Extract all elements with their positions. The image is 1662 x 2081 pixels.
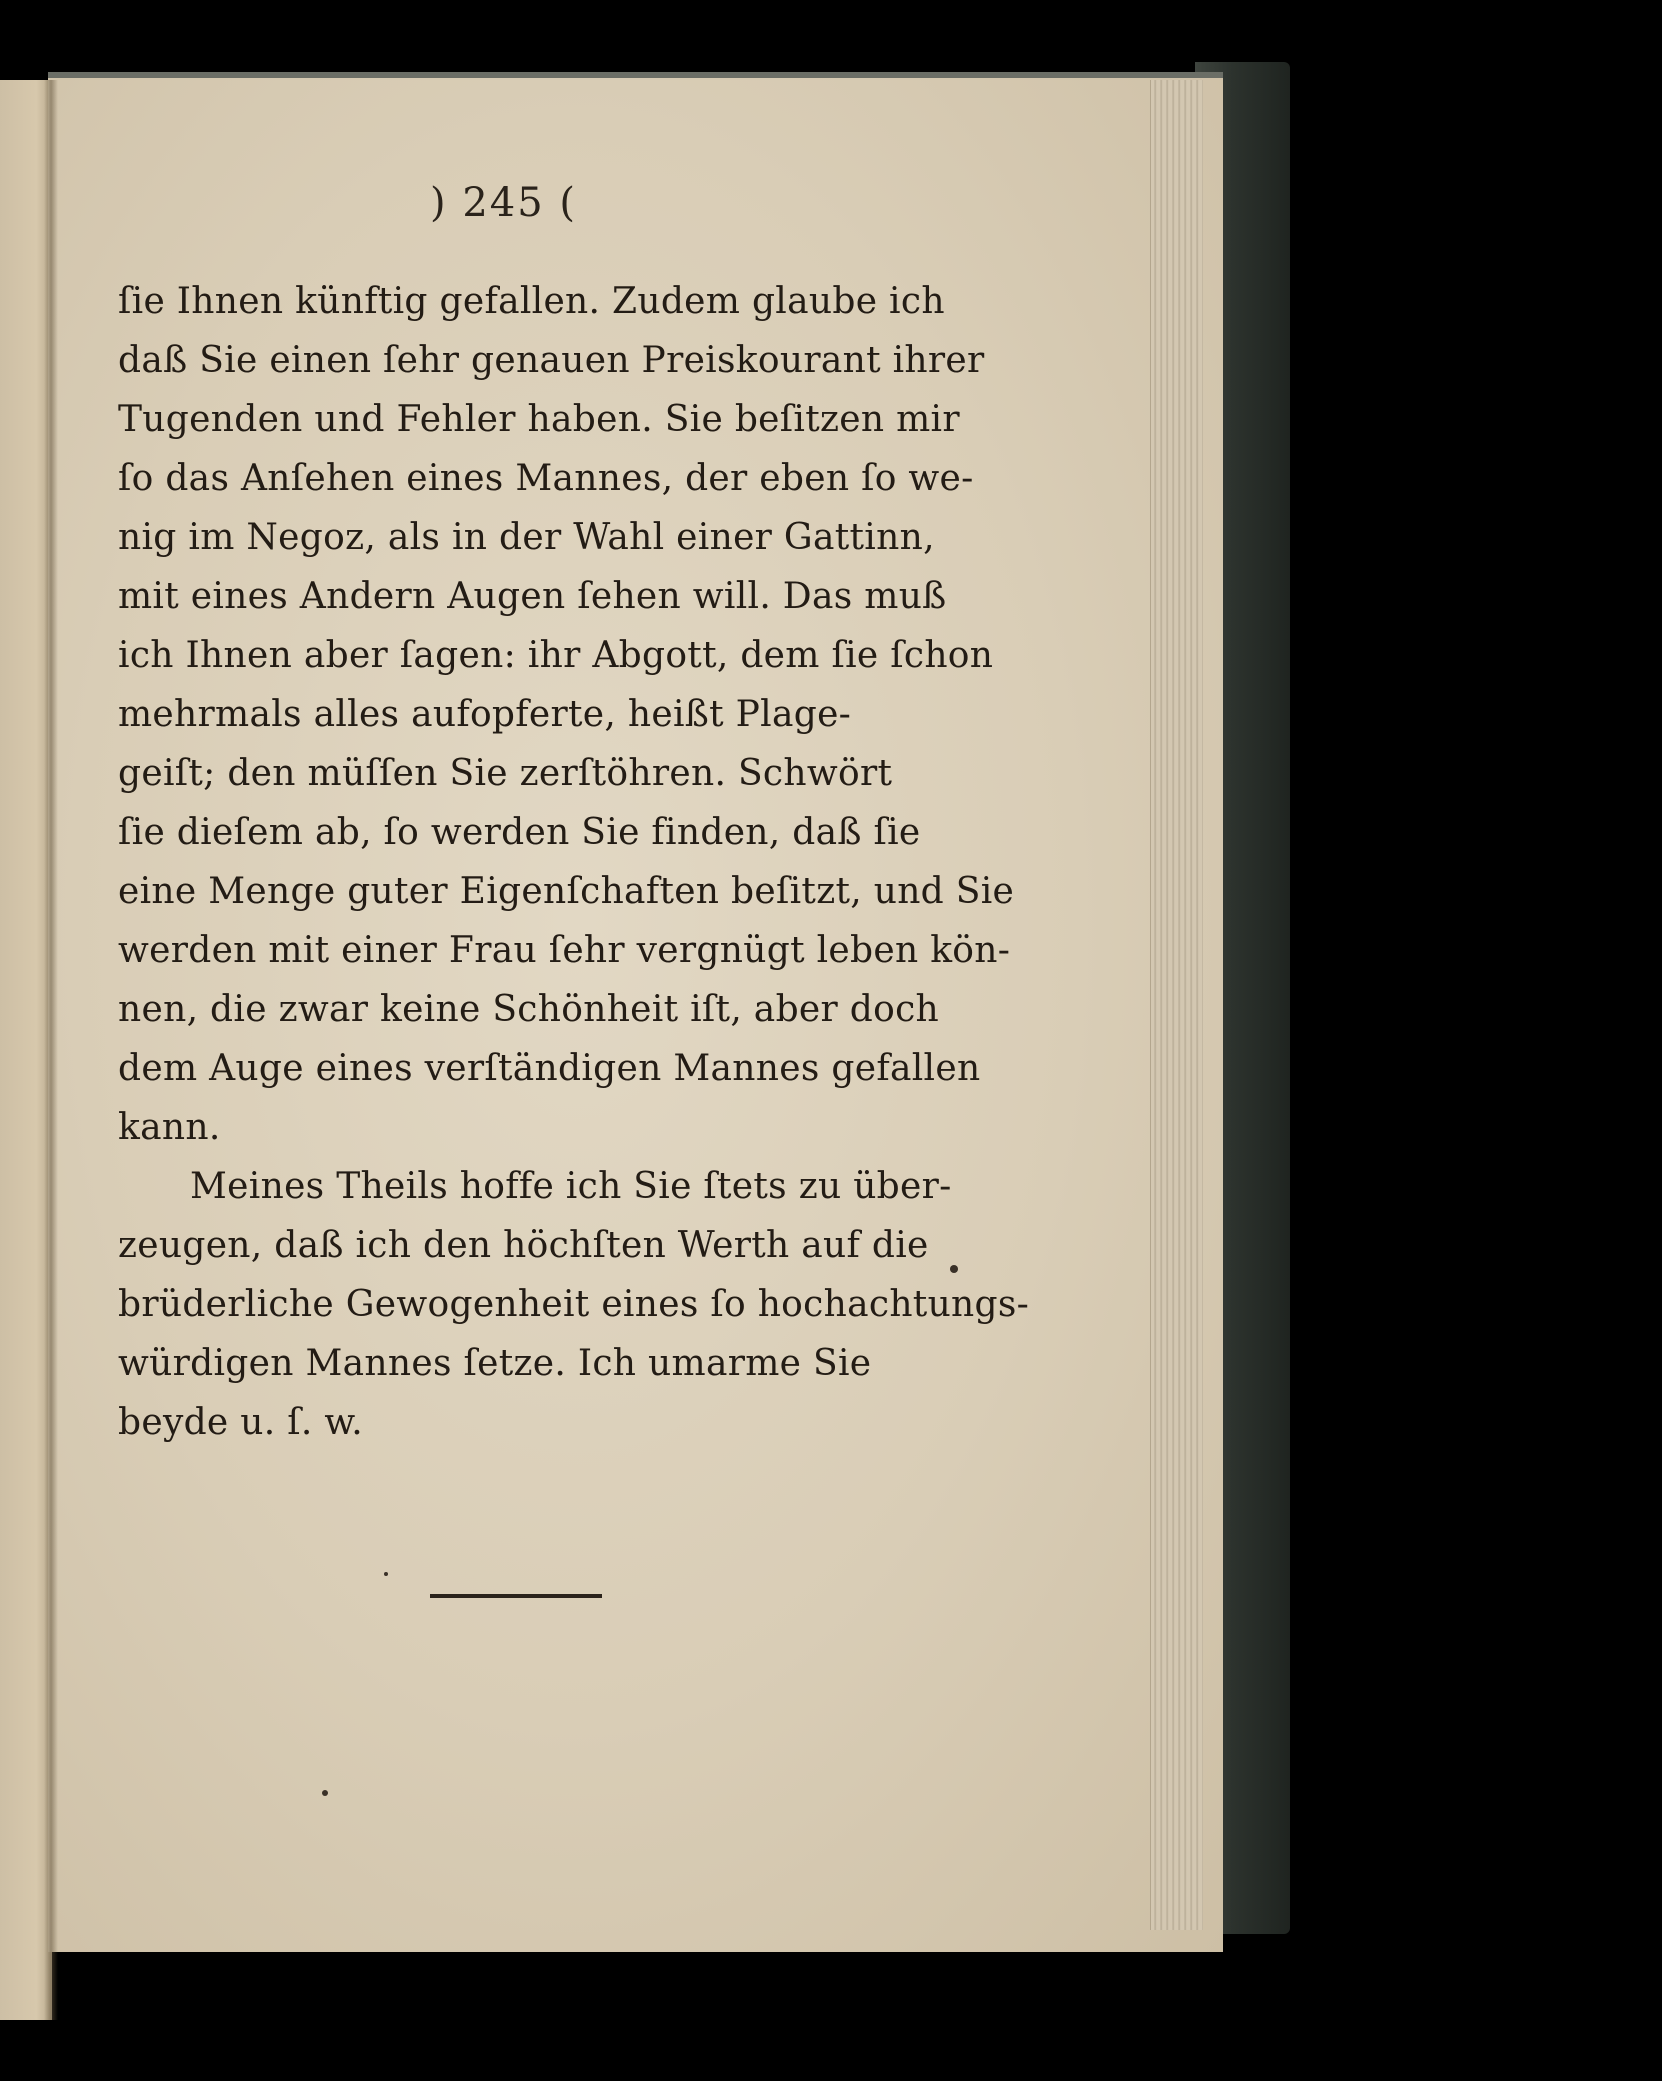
text-line: Tugenden und Fehler haben. Sie beſitzen mir xyxy=(118,399,960,440)
paper-speck xyxy=(322,1790,328,1796)
page-number: ) 245 ( xyxy=(430,180,577,226)
paper-speck xyxy=(384,1572,388,1576)
text-line: würdigen Mannes ſetze. Ich umarme Sie xyxy=(118,1343,872,1384)
text-line: ſo das Anſehen eines Mannes, der eben ſo we- xyxy=(118,458,974,499)
paragraph-2 xyxy=(118,1157,1030,1452)
text-line: mehrmals alles aufopferte, heißt Plage- xyxy=(118,694,852,735)
paper-speck xyxy=(950,1265,958,1273)
text-line: werden mit einer Frau ſehr vergnügt leben kön- xyxy=(118,930,1011,971)
text-line: ich Ihnen aber ſagen: ihr Abgott, dem ſie ſchon xyxy=(118,635,994,676)
text-line: geiſt; den müſſen Sie zerſtöhren. Schwört xyxy=(118,753,893,794)
text-line: ſie Ihnen künftig gefallen. Zudem glaube ich xyxy=(118,281,945,322)
text-line: eine Menge guter Eigenſchaften beſitzt, und Sie xyxy=(118,871,1015,912)
page-block-edges xyxy=(1150,80,1203,1930)
spine-shadow xyxy=(44,80,58,2020)
text-line: zeugen, daß ich den höchſten Werth auf die xyxy=(118,1225,929,1266)
text-line: dem Auge eines verſtändigen Mannes gefallen xyxy=(118,1048,981,1089)
text-line: beyde u. ſ. w. xyxy=(118,1402,363,1443)
text-line: Meines Theils hoffe ich Sie ſtets zu über- xyxy=(190,1166,952,1207)
paragraph-1 xyxy=(118,272,1015,1157)
text-line: kann. xyxy=(118,1107,221,1148)
text-line: daß Sie einen ſehr genauen Preiskourant ihrer xyxy=(118,340,985,381)
text-line: ſie dieſem ab, ſo werden Sie finden, daß ſie xyxy=(118,812,921,853)
body-text xyxy=(118,272,1030,1452)
text-line: brüderliche Gewogenheit eines ſo hochachtungs- xyxy=(118,1284,1030,1325)
text-line: nig im Negoz, als in der Wahl einer Gattinn, xyxy=(118,517,935,558)
text-line: nen, die zwar keine Schönheit iſt, aber doch xyxy=(118,989,940,1030)
text-line: mit eines Andern Augen ſehen will. Das muß xyxy=(118,576,947,617)
section-end-rule xyxy=(430,1594,602,1598)
